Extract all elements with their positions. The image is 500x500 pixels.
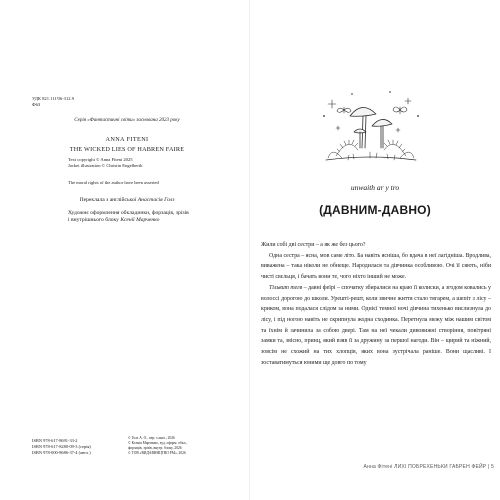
udk-code: УДК 821.111'06-312.9 — [32, 96, 75, 101]
paragraph: Жили собі дві сестри – а як же без цього? — [261, 242, 366, 248]
moral-rights: The moral rights of the author have been asserted — [68, 180, 159, 185]
paragraph — [261, 283, 491, 369]
rights-line: © Голз А. О., пер. з англ., 2026 — [128, 436, 175, 440]
running-footer: Анна Фітені ЛИХІ ПОБРЕХЕНЬКИ ГАБРЕН ФЕЙР | 5 — [363, 464, 494, 470]
design-credit — [68, 210, 228, 224]
translator-credit — [20, 197, 234, 203]
epigraph-translation: (ДАВНИМ-ДАВНО) — [319, 203, 431, 217]
butterfly-icon — [393, 107, 407, 114]
mushroom-icon — [350, 107, 392, 148]
series-line: Серія «Фантастичні світи» заснована 2023 року — [74, 118, 180, 123]
design-line-2 — [68, 217, 228, 224]
design-artist: Ксенії Марченко — [120, 217, 160, 223]
paragraph-text: – давні феїрі – спочатку збиралися на краю її колиски, а згодом ковались у волоссі дорогою до школи. Урешті-решт, коли звичне життя стало тягарем, а шепіт з лісу – криком, вона подалася слідом за ними. Однієї темної ночі дівчина тихенько вислизнула до лісу, і під ногою навіть не скрипнула жодна сходинка. Перетнула межу між нашим світом та їхнім й зачинила за собою двері. Там на неї чекали дивовижні створіння, повітряні замки та, звісно, принц, який взяв її за дружину за першої нагоди. Він – щирий та ніжний, зовсім не схожий на тих хлопців, яких вона зустрічала раніше. Вони щасливі. І зоставатимуться юними ще довго по тому — [261, 284, 491, 366]
original-title: THE WICKED LIES OF HABREN FAIRE — [69, 146, 185, 153]
mushroom-fern-illustration — [318, 86, 424, 170]
ground-line-icon — [326, 157, 416, 160]
paragraph: Одна сестра – ясна, мов саме літо. Ба навіть ясніша, бо вдача в неї лагідніша. Вродлива, виважена – така ніколи не обнеще. Народилася та дівчинка особливою. Очі її сяють, ніби чисті свєльця, і бачать вони те, чого ніхто інший не може. — [261, 252, 491, 281]
isbn-line: ISBN 978-000-8686-37-4 (англ.) — [32, 450, 91, 455]
design-line-1: Художнє оформлення обкладинки, форзаців, зрізів — [68, 210, 189, 216]
rights-block — [128, 436, 240, 456]
translator-name: Анастасія Голз — [137, 197, 175, 203]
text-copyright: Text copyright © Anna Fiteni 2025 — [68, 157, 133, 162]
design-prefix: і внутрішнього блоку — [68, 217, 119, 223]
italic-term: Тільвит тегв — [269, 284, 303, 291]
translator-prefix: Переклала з англійської — [79, 197, 137, 203]
rights-line: © ТОВ «ВИДАВНИЦТВО РМ», 2026 — [128, 450, 186, 455]
epigraph-welsh: unwaith ar y tro — [350, 183, 400, 192]
original-author: ANNA FITENI — [105, 136, 149, 143]
isbn-line: ISBN 978-617-8280-09-3 (серія) — [32, 444, 91, 449]
author-mark: Ф63 — [32, 102, 41, 107]
chapter-body — [261, 240, 491, 368]
fern-icon — [328, 140, 414, 158]
grass-icon — [348, 152, 395, 160]
jacket-copyright: Jacket illustration © Christin Engelberth — [68, 163, 143, 168]
rights-line: © Ксенія Марченко, худ. оформ. обкл., — [128, 440, 188, 445]
udk-block — [32, 96, 112, 108]
moth-icon — [337, 107, 351, 113]
isbn-block — [32, 438, 91, 456]
rights-line: форзаців, зрізів, внутр. блоку, 2026 — [128, 445, 182, 450]
right-page-chapter — [250, 0, 500, 500]
isbn-line: ISBN 978-617-8691-33-2 — [32, 438, 78, 443]
copyright-block — [68, 157, 142, 169]
